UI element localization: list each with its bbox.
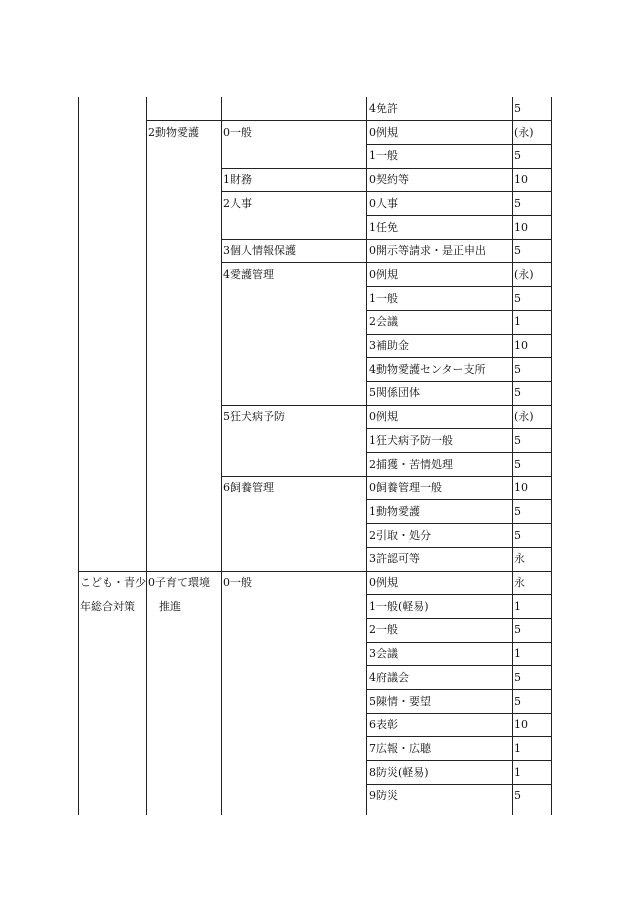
row-rule [366,428,552,429]
category-cell: 0一般 [223,126,252,139]
retention-cell: 1 [514,315,521,328]
column-rule [146,97,147,815]
category-cell: 2人事 [223,197,252,210]
row-rule [366,452,552,453]
row-rule [366,594,552,595]
column-rule [78,97,79,815]
category-cell: 1財務 [223,173,252,186]
row-rule [366,334,552,335]
item-cell: 0例規 [369,576,398,589]
item-cell: 0例規 [369,126,398,139]
retention-cell: 1 [514,647,521,660]
row-rule [366,523,552,524]
retention-cell: (永) [514,126,534,139]
item-cell: 6表彰 [369,718,398,731]
row-rule [366,357,552,358]
retention-cell: 1 [514,766,521,779]
retention-cell: 5 [514,363,521,376]
row-rule [146,120,552,121]
retention-cell: 1 [514,742,521,755]
row-rule [366,286,552,287]
retention-cell: 5 [514,458,521,471]
category-cell: 5狂犬病予防 [223,410,285,423]
retention-cell: 永 [514,576,525,589]
item-cell: 1一般(軽易) [369,600,429,613]
column-rule [512,97,513,815]
item-cell: 1動物愛護 [369,505,420,518]
retention-cell: (永) [514,410,534,423]
item-cell: 1一般 [369,149,398,162]
retention-cell: 10 [514,221,528,234]
item-cell: 4免許 [369,102,398,115]
row-rule [366,642,552,643]
row-rule [366,784,552,785]
item-cell: 0人事 [369,197,398,210]
item-cell: 9防災 [369,789,398,802]
item-cell: 0例規 [369,410,398,423]
item-cell: 1任免 [369,221,398,234]
row-rule [366,713,552,714]
item-cell: 0飼養管理一般 [369,481,442,494]
row-rule [366,736,552,737]
bureau-cell: 年総合対策 [80,600,135,613]
row-rule [221,405,552,406]
row-rule [366,547,552,548]
item-cell: 2捕獲・苦情処理 [369,458,453,471]
retention-cell: 5 [514,623,521,636]
item-cell: 3補助金 [369,339,409,352]
retention-cell: 10 [514,481,528,494]
row-rule [366,689,552,690]
row-rule [221,191,552,192]
column-rule [551,97,552,815]
section-cell: 0子育て環境 [148,576,210,589]
item-cell: 7広報・広聴 [369,742,431,755]
item-cell: 2一般 [369,623,398,636]
retention-cell: 10 [514,173,528,186]
item-cell: 8防災(軽易) [369,766,429,779]
retention-cell: 5 [514,244,521,257]
retention-cell: 10 [514,718,528,731]
row-rule [78,571,552,572]
row-rule [366,381,552,382]
item-cell: 3許認可等 [369,552,420,565]
column-rule [221,97,222,815]
row-rule [221,168,552,169]
retention-cell: 5 [514,102,521,115]
row-rule [366,760,552,761]
item-cell: 3会議 [369,647,398,660]
retention-cell: (永) [514,268,534,281]
retention-cell: 5 [514,434,521,447]
item-cell: 2会議 [369,315,398,328]
retention-cell: 5 [514,529,521,542]
column-rule [366,97,367,815]
row-rule [221,262,552,263]
category-cell: 6飼養管理 [223,481,274,494]
retention-cell: 10 [514,339,528,352]
item-cell: 0開示等請求・是正申出 [369,244,486,257]
category-cell: 4愛護管理 [223,268,274,281]
item-cell: 1狂犬病予防一般 [369,434,453,447]
category-cell: 3個人情報保護 [223,244,296,257]
row-rule [366,144,552,145]
section-cell: 2動物愛護 [148,126,199,139]
category-cell: 0一般 [223,576,252,589]
row-rule [366,499,552,500]
item-cell: 1一般 [369,292,398,305]
retention-cell: 1 [514,600,521,613]
item-cell: 4府議会 [369,671,409,684]
item-cell: 0契約等 [369,173,409,186]
row-rule [366,215,552,216]
retention-cell: 5 [514,505,521,518]
item-cell: 4動物愛護センター支所 [369,363,486,376]
item-cell: 0例規 [369,268,398,281]
row-rule [366,618,552,619]
retention-cell: 5 [514,789,521,802]
retention-cell: 永 [514,552,525,565]
item-cell: 5陳情・要望 [369,695,431,708]
section-cell: 推進 [148,600,181,613]
retention-cell: 5 [514,386,521,399]
item-cell: 2引取・処分 [369,529,431,542]
row-rule [221,476,552,477]
retention-cell: 5 [514,197,521,210]
retention-cell: 5 [514,149,521,162]
retention-cell: 5 [514,292,521,305]
retention-cell: 5 [514,671,521,684]
row-rule [221,239,552,240]
retention-cell: 5 [514,695,521,708]
row-rule [366,310,552,311]
row-rule [366,665,552,666]
bureau-cell: こども・青少 [80,576,146,589]
item-cell: 5関係団体 [369,386,420,399]
